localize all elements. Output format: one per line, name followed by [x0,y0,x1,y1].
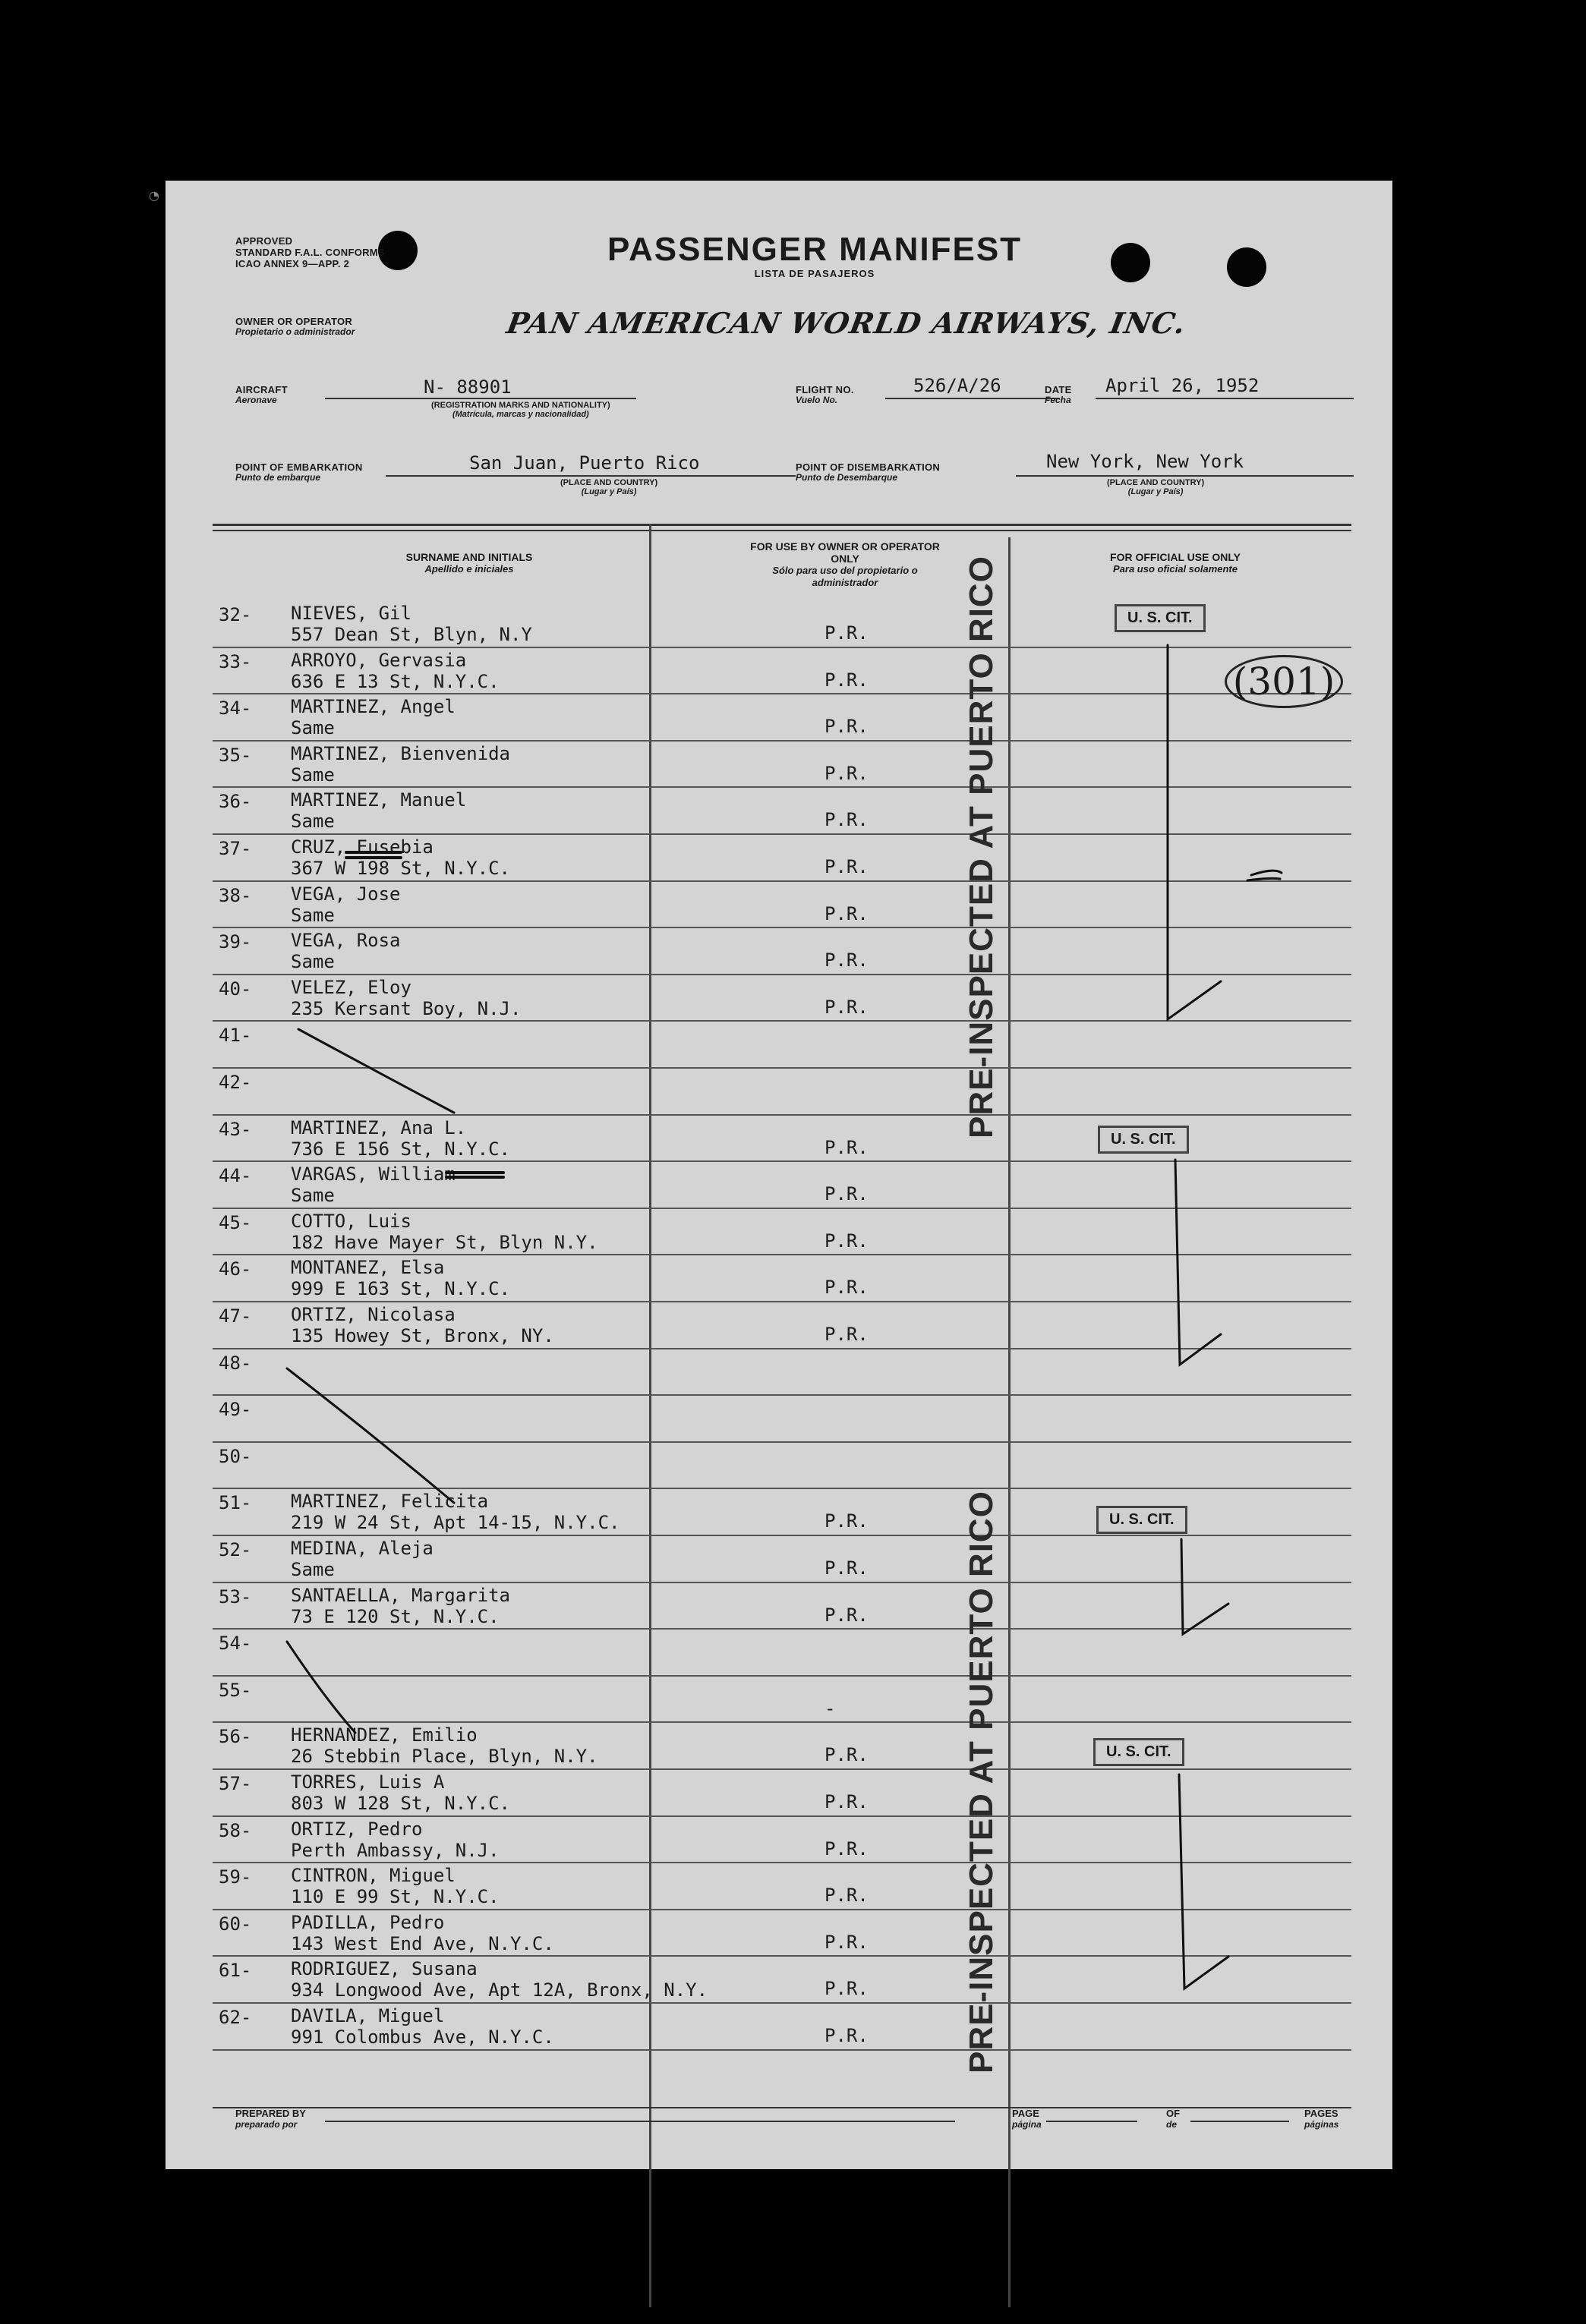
row-number: 38- [219,884,252,906]
residence-code: P.R. [825,1604,869,1626]
col-official-head-en: FOR OFFICIAL USE ONLY [1110,551,1241,563]
owner-value: PAN AMERICAN WORLD AIRWAYS, INC. [504,306,1189,340]
handwriting-overlay [166,181,1392,2169]
passenger-address: 557 Dean St, Blyn, N.Y [291,624,532,645]
pages-label-es: páginas [1304,2119,1339,2130]
place-note-es: (Lugar y País) [581,487,637,496]
registration-note-es: (Matrícula, marcas y nacionalidad) [452,410,589,419]
col-surname-head-en: SURNAME AND INITIALS [405,551,533,563]
embark-value: San Juan, Puerto Rico [469,452,700,474]
passenger-name: PADILLA, Pedro [291,1911,445,1933]
residence-code: P.R. [825,1183,869,1205]
place-note-en: (PLACE AND COUNTRY) [560,478,658,487]
row-number: 48- [219,1352,252,1374]
footer-rule [213,2107,1351,2108]
residence-code: P.R. [825,1230,869,1252]
residence-code: P.R. [825,856,869,877]
passenger-address: 736 E 156 St, N.Y.C. [291,1138,510,1160]
row-number: 35- [219,744,252,766]
residence-code: - [825,1697,836,1719]
row-number: 43- [219,1118,252,1140]
strike-line [287,1368,454,1503]
col-official-head-es: Para uso oficial solamente [1112,563,1238,575]
passenger-name: HERNANDEZ, Emilio [291,1724,478,1746]
passenger-address: 219 W 24 St, Apt 14-15, N.Y.C. [291,1512,620,1534]
passenger-name: VELEZ, Eloy [291,976,411,998]
row-number: 49- [219,1399,252,1421]
row-number: 47- [219,1305,252,1327]
passenger-name: CRUZ, Eusebia [291,836,434,858]
residence-code: P.R. [825,716,869,738]
row-number: 39- [219,931,252,953]
residence-code: P.R. [825,809,869,831]
prepared-by-label [235,2108,306,2130]
passenger-name: MEDINA, Aleja [291,1538,434,1559]
row-number: 53- [219,1586,252,1608]
passenger-address: Same [291,811,335,833]
aircraft-label-es: Aeronave [235,395,277,405]
us-citizen-stamp: U. S. CIT. [1096,1506,1187,1534]
col-owner-head-es: Sólo para uso del propietario o administrador [772,565,918,588]
passenger-name: MARTINEZ, Felicita [291,1491,489,1513]
row-number: 42- [219,1072,252,1093]
aircraft-value: N- 88901 [424,376,512,398]
passenger-name: ARROYO, Gervasia [291,649,467,671]
row-number: 56- [219,1726,252,1748]
residence-code: P.R. [825,1837,869,1860]
registration-note-en: (REGISTRATION MARKS AND NATIONALITY) [431,401,610,410]
residence-code: P.R. [825,1978,869,2000]
passenger-name: ORTIZ, Nicolasa [291,1304,456,1325]
passenger-address: 235 Kersant Boy, N.J. [291,997,522,1019]
form-subtitle: LISTA DE PASAJEROS [754,268,875,279]
row-number: 44- [219,1165,252,1187]
passenger-address: 135 Howey St, Bronx, NY. [291,1325,554,1346]
place-note-es: (Lugar y País) [1127,487,1184,496]
passenger-address: 110 E 99 St, N.Y.C. [291,1886,500,1908]
owner-label-es: Propietario o administrador [235,326,355,337]
embark-label-en: POINT OF EMBARKATION [235,461,363,473]
of-underline [1190,2121,1289,2122]
row-number: 37- [219,838,252,859]
date-value: April 26, 1952 [1105,375,1260,396]
prepared-label-en: PREPARED BY [235,2108,306,2119]
row-number: 55- [219,1679,252,1701]
row-number: 51- [219,1492,252,1514]
passenger-name: VARGAS, William [291,1164,456,1186]
row-number: 59- [219,1866,252,1888]
passenger-name: MARTINEZ, Ana L. [291,1116,467,1138]
passenger-address: Same [291,764,335,786]
passenger-address: Same [291,717,335,739]
date-label-en: DATE [1045,384,1072,395]
preinspected-stamp: PRE-INSPECTED AT PUERTO RICO [963,1491,1000,2074]
flight-label-en: FLIGHT NO. [796,384,854,395]
residence-code: P.R. [825,1557,869,1579]
prepared-underline [325,2121,955,2122]
passenger-address: 934 Longwood Ave, Apt 12A, Bronx, N.Y. [291,1979,708,2001]
passenger-address: 367 W 198 St, N.Y.C. [291,858,510,879]
passenger-address: 182 Have Mayer St, Blyn N.Y. [291,1231,598,1253]
residence-code: P.R. [825,1510,869,1532]
page-label-es: página [1012,2119,1042,2130]
aircraft-label-en: AIRCRAFT [235,384,288,395]
passenger-address: 999 E 163 St, N.Y.C. [291,1278,510,1300]
residence-code: P.R. [825,762,869,784]
passenger-address: Same [291,951,335,973]
film-corner-mark: ◔ [149,188,159,203]
preinspected-stamp: PRE-INSPECTED AT PUERTO RICO [963,556,1000,1138]
passenger-name: NIEVES, Gil [291,603,411,624]
passenger-name: TORRES, Luis A [291,1771,445,1793]
residence-code: P.R. [825,996,869,1018]
row-number: 50- [219,1445,252,1467]
passenger-address: 803 W 128 St, N.Y.C. [291,1793,510,1814]
passenger-name: DAVILA, Miguel [291,2005,445,2026]
row-number: 62- [219,2007,252,2028]
disembark-label-en: POINT OF DISEMBARKATION [796,461,941,473]
row-number: 60- [219,1913,252,1935]
check-mark [1179,1774,1228,1989]
page-underline [1046,2121,1137,2122]
passenger-name: ORTIZ, Pedro [291,1818,423,1840]
residence-code: P.R. [825,1136,869,1158]
row-number: 46- [219,1258,252,1280]
row-number: 36- [219,791,252,813]
passenger-name: VEGA, Jose [291,883,401,905]
passenger-name: VEGA, Rosa [291,930,401,952]
residence-code: P.R. [825,1277,869,1299]
flight-value: 526/A/26 [913,375,1001,396]
check-mark [1175,1160,1221,1365]
col-owner-head-en: FOR USE BY OWNER OR OPERATOR ONLY [750,540,940,565]
approval-line: STANDARD F.A.L. CONFORMS [235,247,385,258]
residence-code: P.R. [825,2025,869,2046]
check-mark [1181,1539,1228,1634]
us-citizen-stamp: U. S. CIT. [1093,1738,1184,1766]
manifest-sheet [166,181,1392,2169]
residence-code: P.R. [825,1324,869,1345]
residence-code: P.R. [825,1931,869,1953]
of-label-es: de [1166,2119,1178,2130]
handwritten-count: (301) [1225,655,1343,708]
passenger-address: Same [291,904,335,926]
row-number: 61- [219,1960,252,1982]
passenger-name: MARTINEZ, Manuel [291,789,467,811]
row-number: 52- [219,1539,252,1560]
row-number: 41- [219,1025,252,1047]
disembark-value: New York, New York [1046,451,1244,472]
of-label-en: OF [1166,2108,1181,2119]
flight-label-es: Vuelo No. [796,395,838,405]
passenger-name: SANTAELLA, Margarita [291,1584,510,1606]
us-citizen-stamp: U. S. CIT. [1115,604,1206,632]
place-note-en: (PLACE AND COUNTRY) [1107,478,1205,487]
row-number: 33- [219,650,252,672]
passenger-name: RODRIGUEZ, Susana [291,1958,478,1980]
approval-line: APPROVED [235,235,293,247]
col-surname-head-es: Apellido e iniciales [424,563,514,575]
disembark-label-es: Punto de Desembarque [796,472,898,483]
row-number: 40- [219,978,252,1000]
row-number: 45- [219,1211,252,1233]
passenger-address: 26 Stebbin Place, Blyn, N.Y. [291,1746,598,1768]
passenger-address: 73 E 120 St, N.Y.C. [291,1605,500,1627]
residence-code: P.R. [825,1744,869,1766]
row-number: 54- [219,1633,252,1655]
pages-label [1304,2108,1338,2130]
pages-label-en: PAGES [1304,2108,1338,2119]
prepared-label-es: preparado por [235,2119,298,2130]
row-number: 58- [219,1819,252,1841]
passenger-name: MARTINEZ, Angel [291,696,456,718]
page-label-en: PAGE [1012,2108,1039,2119]
owner-label-en: OWNER OR OPERATOR [235,316,353,327]
residence-code: P.R. [825,902,869,924]
strikeout [346,852,401,858]
row-number: 32- [219,604,252,625]
passenger-name: CINTRON, Miguel [291,1865,456,1887]
pencil-mark [1247,871,1282,880]
residence-code: P.R. [825,669,869,691]
date-label-es: Fecha [1045,395,1071,405]
residence-code: P.R. [825,1791,869,1812]
page-label [1012,2108,1042,2130]
passenger-address: 143 West End Ave, N.Y.C. [291,1932,554,1954]
form-title: PASSENGER MANIFEST [607,231,1023,268]
residence-code: P.R. [825,1885,869,1907]
embark-label-es: Punto de embarque [235,472,321,483]
of-label [1166,2108,1180,2130]
strike-line [287,1642,355,1733]
passenger-name: MONTANEZ, Elsa [291,1257,445,1279]
passenger-address: Same [291,1559,335,1580]
us-citizen-stamp: U. S. CIT. [1098,1126,1189,1154]
passenger-address: 991 Colombus Ave, N.Y.C. [291,2026,554,2048]
passenger-name: COTTO, Luis [291,1210,411,1232]
passenger-address: 636 E 13 St, N.Y.C. [291,670,500,692]
check-mark [1168,645,1221,1019]
strikeout [446,1173,503,1177]
residence-code: P.R. [825,949,869,971]
strike-line [298,1029,454,1113]
residence-code: P.R. [825,622,869,644]
row-number: 57- [219,1773,252,1794]
row-number: 34- [219,698,252,720]
passenger-address: Perth Ambassy, N.J. [291,1839,500,1861]
passenger-address: Same [291,1185,335,1207]
approval-line: ICAO ANNEX 9—APP. 2 [235,258,350,269]
passenger-name: MARTINEZ, Bienvenida [291,742,510,764]
